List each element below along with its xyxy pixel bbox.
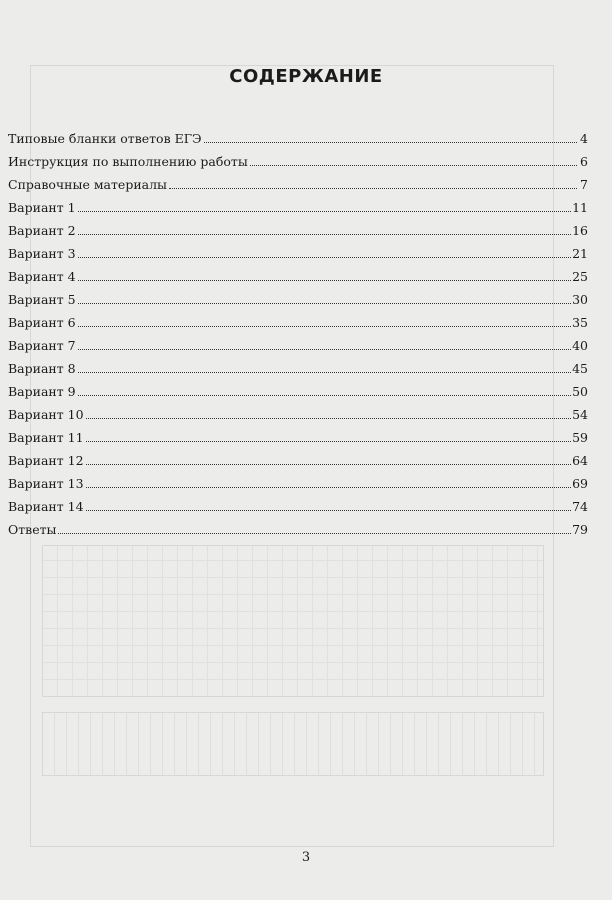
toc-leader-dots bbox=[86, 440, 572, 442]
toc-entry-page: 6 bbox=[580, 154, 588, 169]
toc-leader-dots bbox=[86, 463, 572, 465]
toc-entry-page: 45 bbox=[572, 361, 588, 376]
toc-leader-dots bbox=[78, 210, 571, 212]
toc-entry[interactable] bbox=[8, 400, 588, 423]
toc-leader-dots bbox=[86, 486, 572, 488]
toc-leader-dots bbox=[169, 187, 577, 189]
toc-entry[interactable] bbox=[8, 377, 588, 400]
toc-entry-label: Ответы bbox=[8, 522, 57, 537]
toc-entry-label: Вариант 10 bbox=[8, 407, 84, 422]
toc-entry[interactable] bbox=[8, 515, 588, 538]
toc-entry[interactable] bbox=[8, 216, 588, 239]
toc-entry[interactable] bbox=[8, 331, 588, 354]
toc-entry-label: Вариант 2 bbox=[8, 223, 76, 238]
toc-entry-label: Вариант 4 bbox=[8, 269, 76, 284]
toc-entry-page: 11 bbox=[572, 200, 588, 215]
toc-entry-page: 7 bbox=[580, 177, 588, 192]
toc-entry[interactable] bbox=[8, 124, 588, 147]
toc-entry-page: 40 bbox=[572, 338, 588, 353]
toc-entry-label: Вариант 13 bbox=[8, 476, 84, 491]
toc-entry-page: 69 bbox=[572, 476, 588, 491]
toc-entry[interactable] bbox=[8, 262, 588, 285]
toc-entry-page: 35 bbox=[572, 315, 588, 330]
toc-leader-dots bbox=[78, 279, 571, 281]
toc-entry-label: Справочные материалы bbox=[8, 177, 167, 192]
toc-leader-dots bbox=[58, 532, 571, 534]
toc-entry-label: Вариант 1 bbox=[8, 200, 76, 215]
toc-entry[interactable] bbox=[8, 308, 588, 331]
toc-entry-label: Вариант 5 bbox=[8, 292, 76, 307]
toc-entry-page: 79 bbox=[572, 522, 588, 537]
toc-leader-dots bbox=[86, 509, 572, 511]
toc-leader-dots bbox=[78, 302, 571, 304]
toc-entry-page: 54 bbox=[572, 407, 588, 422]
toc-entry-page: 21 bbox=[572, 246, 588, 261]
toc-entry[interactable] bbox=[8, 170, 588, 193]
toc-leader-dots bbox=[78, 394, 571, 396]
toc-leader-dots bbox=[78, 348, 571, 350]
toc-entry-label: Вариант 8 bbox=[8, 361, 76, 376]
toc-entry-page: 74 bbox=[572, 499, 588, 514]
toc-entry-page: 59 bbox=[572, 430, 588, 445]
toc-entry-label: Вариант 7 bbox=[8, 338, 76, 353]
toc-entry-page: 64 bbox=[572, 453, 588, 468]
toc-leader-dots bbox=[250, 164, 577, 166]
toc-entry-page: 50 bbox=[572, 384, 588, 399]
toc-entry-label: Вариант 3 bbox=[8, 246, 76, 261]
toc-leader-dots bbox=[78, 325, 571, 327]
toc-leader-dots bbox=[78, 233, 571, 235]
toc-entry[interactable] bbox=[8, 423, 588, 446]
toc-entry-label: Инструкция по выполнению работы bbox=[8, 154, 248, 169]
toc-entry[interactable] bbox=[8, 285, 588, 308]
toc-leader-dots bbox=[78, 371, 571, 373]
page-number: 3 bbox=[301, 850, 311, 865]
toc-entry-label: Типовые бланки ответов ЕГЭ bbox=[8, 131, 202, 146]
table-of-contents bbox=[8, 124, 588, 538]
toc-entry[interactable] bbox=[8, 446, 588, 469]
toc-entry-label: Вариант 9 bbox=[8, 384, 76, 399]
toc-entry-page: 25 bbox=[572, 269, 588, 284]
toc-entry-label: Вариант 6 bbox=[8, 315, 76, 330]
toc-entry-page: 16 bbox=[572, 223, 588, 238]
toc-entry-label: Вариант 11 bbox=[8, 430, 84, 445]
toc-entry-page: 4 bbox=[580, 131, 588, 146]
bleed-through-cells bbox=[42, 712, 544, 776]
toc-leader-dots bbox=[86, 417, 572, 419]
toc-leader-dots bbox=[204, 141, 577, 143]
toc-leader-dots bbox=[78, 256, 571, 258]
toc-entry[interactable] bbox=[8, 147, 588, 170]
toc-entry[interactable] bbox=[8, 469, 588, 492]
bleed-through-grid bbox=[42, 545, 544, 697]
toc-entry[interactable] bbox=[8, 492, 588, 515]
toc-entry-label: Вариант 14 bbox=[8, 499, 84, 514]
toc-entry-page: 30 bbox=[572, 292, 588, 307]
page-title: СОДЕРЖАНИЕ bbox=[229, 66, 383, 87]
toc-entry-label: Вариант 12 bbox=[8, 453, 84, 468]
toc-entry[interactable] bbox=[8, 354, 588, 377]
toc-entry[interactable] bbox=[8, 193, 588, 216]
toc-entry[interactable] bbox=[8, 239, 588, 262]
